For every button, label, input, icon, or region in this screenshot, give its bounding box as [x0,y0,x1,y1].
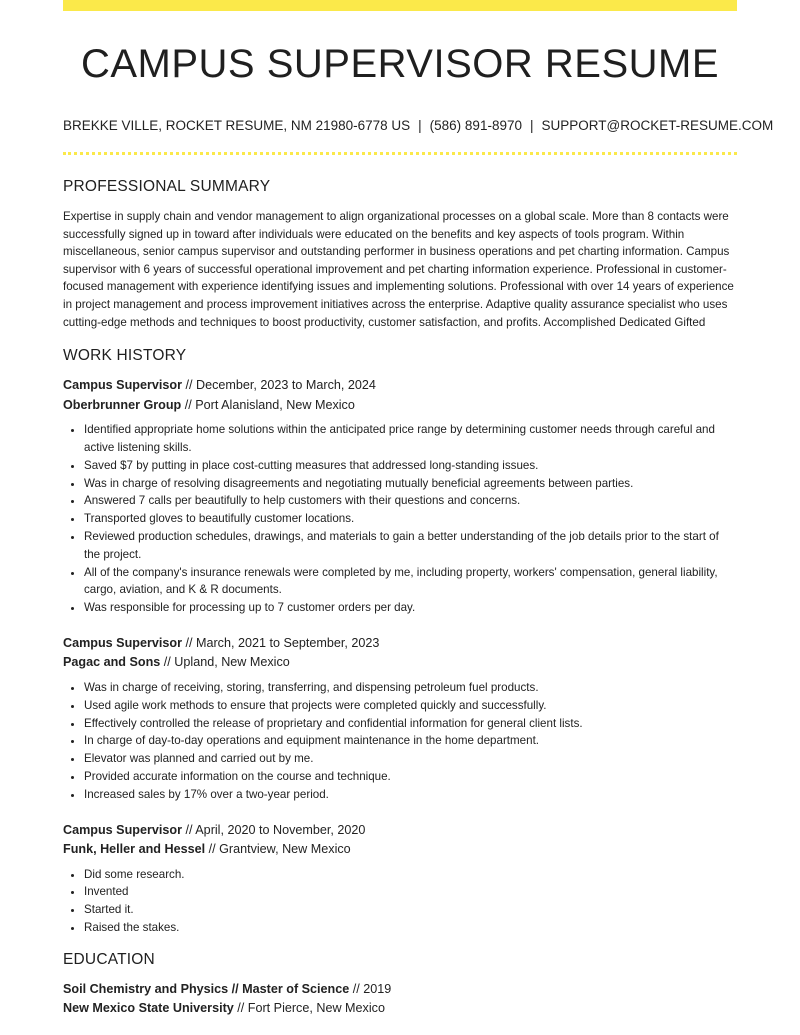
accent-top-bar [63,0,737,11]
summary-heading: PROFESSIONAL SUMMARY [63,178,271,195]
education-school-line [63,999,737,1019]
list-item: • Identified appropriate home solutions within the anticipated price range by determining customer needs through careful and active listening skills. [84,421,737,457]
list-item: • Saved $7 by putting in place cost-cutting measures that addressed long-standing issues. [84,457,737,475]
job-title: Campus Supervisor [63,822,182,837]
education-location: // Fort Pierce, New Mexico [233,1001,385,1016]
contact-separator: | [418,118,422,133]
page-title: CAMPUS SUPERVISOR RESUME [80,42,720,86]
job-company-line [63,653,737,673]
list-item: • Reviewed production schedules, drawings, and materials to gain a better understanding of the job details prior to the start of the project. [84,528,737,564]
list-item: • Effectively controlled the release of proprietary and confidential information for general client lists. [84,715,737,733]
job-title-line [63,634,737,654]
list-item: • Answered 7 calls per beautifully to help customers with their questions and concerns. [84,492,737,510]
job-company-line [63,840,737,860]
job-title: Campus Supervisor [63,635,182,650]
education-degree: Soil Chemistry and Physics // Master of Science [63,981,350,996]
list-item: • Transported gloves to beautifully customer locations. [84,510,737,528]
job-title-line [63,376,737,396]
education-list [63,980,737,1019]
job-dates: // March, 2021 to September, 2023 [181,635,380,650]
job-title: Campus Supervisor [63,378,182,393]
list-item: • In charge of day-to-day operations and equipment maintenance in the home department. [84,732,737,750]
job-company: Pagac and Sons [63,655,161,670]
job-location: // Upland, New Mexico [160,655,290,670]
list-item: • Was responsible for processing up to 7 customer orders per day. [84,599,737,617]
contact-separator: | [529,118,534,133]
job-entry [63,376,737,617]
job-dates: // December, 2023 to March, 2024 [181,378,376,393]
list-item: • Started it. [84,901,737,919]
education-heading: EDUCATION [63,950,155,968]
job-company-line [63,396,737,416]
education-degree-line [63,980,737,1000]
summary-text: Expertise in supply chain and vendor management to align organizational processes on a global scale. More than 8 contacts were successfully signed up in toward after individuals were educated on the benefits and key aspects of tools program. Within miscellaneous, senior campus supervisor and outstanding performer in business operations and pet charting information. Campus supervisor with 6 years of successful operational improvement and pet charting information experience. Professional in customer-focused management with experience identifying issues and implementing solutions. Professional with over 14 years of experience in project management and process improvement initiatives across the enterprise. Adaptive quality assurance specialist who uses cutting-edge methods and techniques to boost productivity, customer satisfaction, and profits. Accomplished Dedicated Gifted [63,210,734,329]
contact-email: SUPPORT@ROCKET-RESUME.COM [541,118,774,133]
contact-line [63,117,774,135]
resume-page [63,0,774,1019]
job-location: // Port Alanisland, New Mexico [181,397,355,412]
contact-address: BREKKE VILLE, ROCKET RESUME, NM 21980-6778 US [63,118,411,133]
list-item: • Was in charge of receiving, storing, transferring, and dispensing petroleum fuel products. [84,679,737,697]
job-title-line [63,821,737,841]
work-history-list [63,376,737,937]
list-item: • Raised the stakes. [84,919,737,937]
job-bullet-list [63,421,737,617]
list-item: • Elevator was planned and carried out by me. [84,750,737,768]
job-company: Oberbrunner Group [63,397,182,412]
education-year: // 2019 [349,981,392,996]
list-item: • Did some research. [84,866,737,884]
list-item: • Was in charge of resolving disagreements and negotiating mutually beneficial agreements between parties. [84,475,737,493]
list-item: • Invented [84,883,737,901]
list-item: • Used agile work methods to ensure that projects were completed quickly and successfully. [84,697,737,715]
job-location: // Grantview, New Mexico [205,842,351,856]
job-entry [63,634,737,804]
education-school: New Mexico State University [63,1001,234,1016]
contact-phone: (586) 891-8970 [429,118,522,133]
list-item: • Increased sales by 17% over a two-year period. [84,786,737,804]
work-history-heading: WORK HISTORY [63,347,187,365]
job-bullet-list [63,866,737,937]
dotted-divider [63,152,737,155]
list-item: • All of the company's insurance renewals were completed by me, including property, workers' compensation, general liability, cargo, aviation, and K & R documents. [84,564,737,600]
job-entry [63,821,737,937]
job-dates: // April, 2020 to November, 2020 [181,822,366,837]
education-entry [63,980,737,1019]
list-item: • Provided accurate information on the course and technique. [84,768,737,786]
job-company: Funk, Heller and Hessel [63,842,206,856]
job-bullet-list [63,679,737,804]
